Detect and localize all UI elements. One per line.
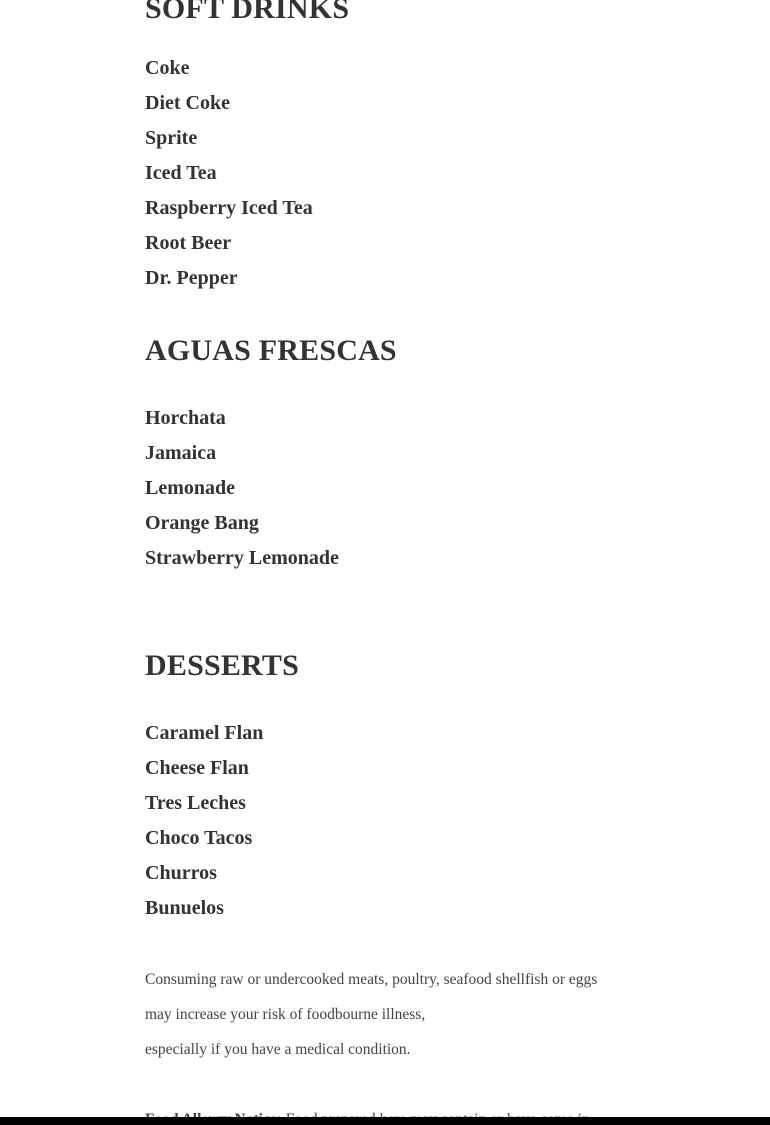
- soft-drinks-heading: SOFT DRINKS: [145, 0, 350, 25]
- list-item: Root Beer: [145, 232, 232, 254]
- list-item: Cheese Flan: [145, 757, 249, 779]
- list-item: Diet Coke: [145, 92, 230, 114]
- list-item: Lemonade: [145, 477, 235, 499]
- bottom-bar: [0, 1117, 770, 1125]
- list-item: Horchata: [145, 407, 226, 429]
- aguas-frescas-list: [145, 401, 339, 576]
- desserts-list: [145, 716, 263, 926]
- advisory-line: Consuming raw or undercooked meats, poultry, seafood shellfish or eggs: [145, 971, 598, 988]
- list-item: Jamaica: [145, 442, 217, 464]
- list-item: Iced Tea: [145, 162, 217, 184]
- consumer-advisory: [145, 962, 625, 1067]
- list-item: Orange Bang: [145, 512, 259, 534]
- advisory-line: especially if you have a medical condition.: [145, 1041, 411, 1058]
- aguas-frescas-heading: AGUAS FRESCAS: [145, 334, 397, 367]
- list-item: Caramel Flan: [145, 722, 264, 744]
- list-item: Churros: [145, 862, 217, 884]
- list-item: Tres Leches: [145, 792, 246, 814]
- list-item: Strawberry Lemonade: [145, 547, 339, 569]
- desserts-heading: DESSERTS: [145, 649, 299, 682]
- soft-drinks-list: [145, 51, 313, 296]
- list-item: Coke: [145, 57, 190, 79]
- list-item: Sprite: [145, 127, 198, 149]
- list-item: Raspberry Iced Tea: [145, 197, 313, 219]
- list-item: Dr. Pepper: [145, 267, 238, 289]
- list-item: Choco Tacos: [145, 827, 253, 849]
- advisory-line: may increase your risk of foodbourne illness,: [145, 1006, 426, 1023]
- list-item: Bunuelos: [145, 897, 224, 919]
